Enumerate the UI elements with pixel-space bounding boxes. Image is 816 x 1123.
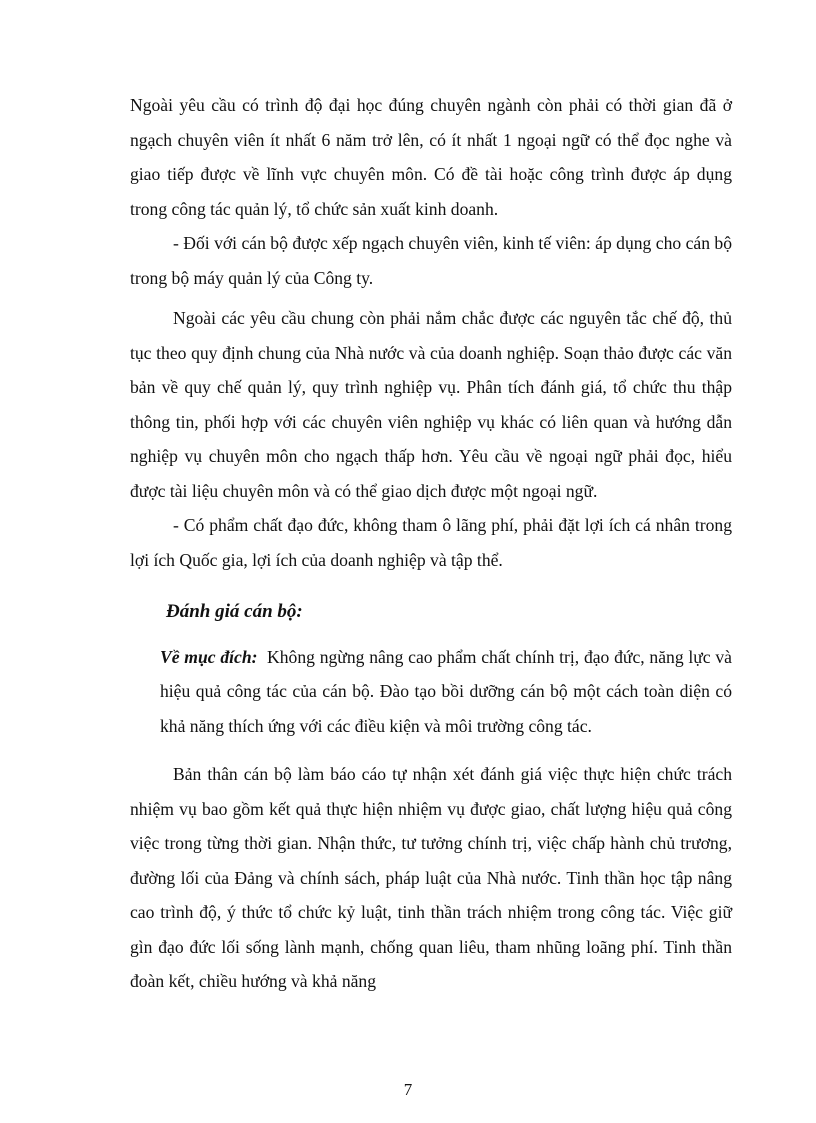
page-number: 7 [403, 1080, 413, 1099]
paragraph-self-assessment: Bản thân cán bộ làm báo cáo tự nhận xét đánh giá việc thực hiện chức trách nhiệm vụ bao gồm kết quả thực hiện nhiệm vụ được giao, chất lượng hiệu quả công việc trong từng thời gian. Nhận thức, tư tưởng chính trị, việc chấp hành chủ trương, đường lối của Đảng và chính sách, pháp luật của Nhà nước. Tinh thần học tập nâng cao trình độ, ý thức tổ chức kỷ luật, tinh thần trách nhiệm trong công tác. Việc giữ gìn đạo đức lối sống lành mạnh, chống quan liêu, tham nhũng loãng phí. Tinh thần đoàn kết, chiều hướng và khả năng [130, 764, 732, 991]
paragraph-ethics: - Có phẩm chất đạo đức, không tham ô lãng phí, phải đặt lợi ích cá nhân trong lợi ích Quốc gia, lợi ích của doanh nghiệp và tập thể. [130, 515, 732, 570]
paragraph-specialist-scope: - Đối với cán bộ được xếp ngạch chuyên viên, kinh tế viên: áp dụng cho cán bộ trong bộ máy quản lý của Công ty. [130, 233, 732, 288]
section-heading: Đánh giá cán bộ: [166, 601, 303, 622]
purpose-text: Không ngừng nâng cao phẩm chất chính trị, đạo đức, năng lực và hiệu quả công tác của cán bộ. Đào tạo bồi dưỡng cán bộ một cách toàn diện có khả năng thích ứng với các điều kiện và môi trường công tác. [160, 646, 732, 736]
purpose-label: Về mục đích: [160, 646, 258, 667]
paragraph-specialist-requirements: Ngoài các yêu cầu chung còn phải nắm chắc được các nguyên tắc chế độ, thủ tục theo quy định chung của Nhà nước và của doanh nghiệp. Soạn thảo được các văn bản về quy chế quản lý, quy trình nghiệp vụ. Phân tích đánh giá, tổ chức thu thập thông tin, phối hợp với các chuyên viên nghiệp vụ khác có liên quan và hướng dẫn nghiệp vụ chuyên môn cho ngạch thấp hơn. Yêu cầu về ngoại ngữ phải đọc, hiểu được tài liệu chuyên môn và có thể giao dịch được một ngoại ngữ. [130, 308, 732, 501]
document-body [130, 88, 732, 999]
paragraph-purpose [130, 640, 732, 744]
paragraph-requirements-senior: Ngoài yêu cầu có trình độ đại học đúng chuyên ngành còn phải có thời gian đã ở ngạch chuyên viên ít nhất 6 năm trở lên, có ít nhất 1 ngoại ngữ có thể đọc nghe và giao tiếp được về lĩnh vực chuyên môn. Có đề tài hoặc công trình được áp dụng trong công tác quản lý, tổ chức sản xuất kinh doanh. [130, 95, 732, 219]
